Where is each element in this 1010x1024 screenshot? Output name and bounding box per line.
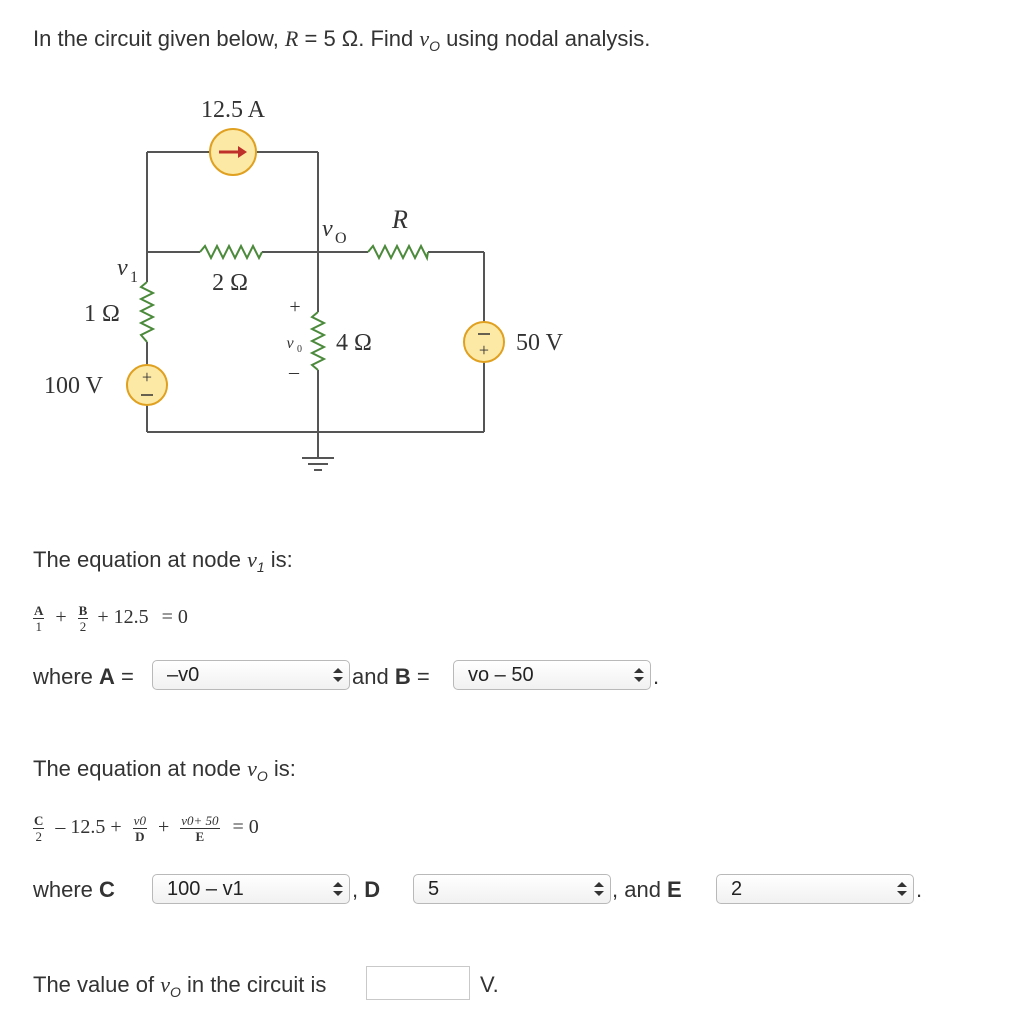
select-e[interactable]: 2	[716, 874, 914, 904]
and-b-label: and B =	[352, 664, 430, 689]
resistor-r	[368, 246, 428, 258]
label-1ohm: 1 Ω	[84, 301, 120, 327]
resistor-4ohm	[312, 312, 324, 370]
svg-text:+: +	[141, 367, 153, 387]
answer-input[interactable]	[366, 966, 470, 1000]
and-e-label: , and E	[612, 877, 682, 902]
node-vo-heading: The equation at node $v_O$ is:	[33, 756, 296, 784]
updown-arrow-icon	[634, 668, 644, 682]
resistor-1ohm	[141, 282, 153, 342]
resistor-2ohm	[200, 246, 262, 258]
where-a-label: where A =	[33, 664, 134, 689]
fraction-b-2: $\frac{B}{2}$	[78, 603, 88, 634]
svg-text:+: +	[478, 340, 490, 360]
label-current: 12.5 A	[200, 97, 266, 123]
label-vo-small-sub: 0	[297, 344, 302, 355]
voltage-source-50v-icon	[464, 322, 504, 362]
select-c[interactable]: 100 – v1	[152, 874, 350, 904]
period: .	[916, 877, 923, 902]
label-v1: v	[117, 255, 128, 281]
fraction-a-1: $\frac{A}{1}$	[34, 603, 44, 634]
label-vo-small: v	[286, 335, 294, 352]
label-100v: 100 V	[44, 373, 103, 399]
updown-arrow-icon	[333, 668, 343, 682]
label-2ohm: 2 Ω	[212, 270, 248, 296]
fraction-c-2: $\frac{C}{2}$	[34, 813, 44, 844]
circuit-diagram	[0, 80, 620, 500]
where-c-label: where C	[33, 877, 115, 902]
updown-arrow-icon	[594, 882, 604, 896]
fraction-v0-d: $\frac{v0}{D}$	[133, 813, 146, 844]
answer-unit: V.	[480, 972, 499, 997]
comma-d-label: , D	[352, 877, 381, 902]
answer-label: The value of $v_O$ in the circuit is	[33, 972, 327, 1000]
voltage-source-100v-icon	[127, 365, 167, 405]
label-vo: v	[322, 216, 333, 242]
updown-arrow-icon	[897, 882, 907, 896]
select-a[interactable]: –v0	[152, 660, 350, 690]
label-minus: –	[289, 361, 299, 383]
select-b[interactable]: vo – 50	[453, 660, 651, 690]
node-vo-equation: $\frac{C}{2}$ – 12.5 + $\frac{v0}{D}$ + $\frac{v0+ 50}{E}$ = 0	[34, 813, 259, 844]
question-text: In the circuit given below, R = 5 Ω. Find $v_O$ using nodal analysis.	[33, 26, 651, 54]
label-50v: 50 V	[516, 330, 563, 356]
select-d[interactable]: 5	[413, 874, 611, 904]
label-r: R	[392, 205, 408, 234]
updown-arrow-icon	[333, 882, 343, 896]
label-4ohm: 4 Ω	[336, 330, 372, 356]
label-plus: +	[289, 296, 301, 318]
label-vo-sub: O	[335, 230, 347, 247]
fraction-v0plus50-e: $\frac{v0+ 50}{E}$	[181, 813, 219, 844]
node-v1-equation: $\frac{A}{1}$ + $\frac{B}{2}$ + 12.5 = 0	[34, 603, 188, 634]
label-v1-sub: 1	[130, 269, 138, 286]
current-source-icon	[210, 129, 256, 175]
node-v1-heading: The equation at node $v_1$ is:	[33, 547, 293, 575]
period: .	[653, 664, 660, 689]
